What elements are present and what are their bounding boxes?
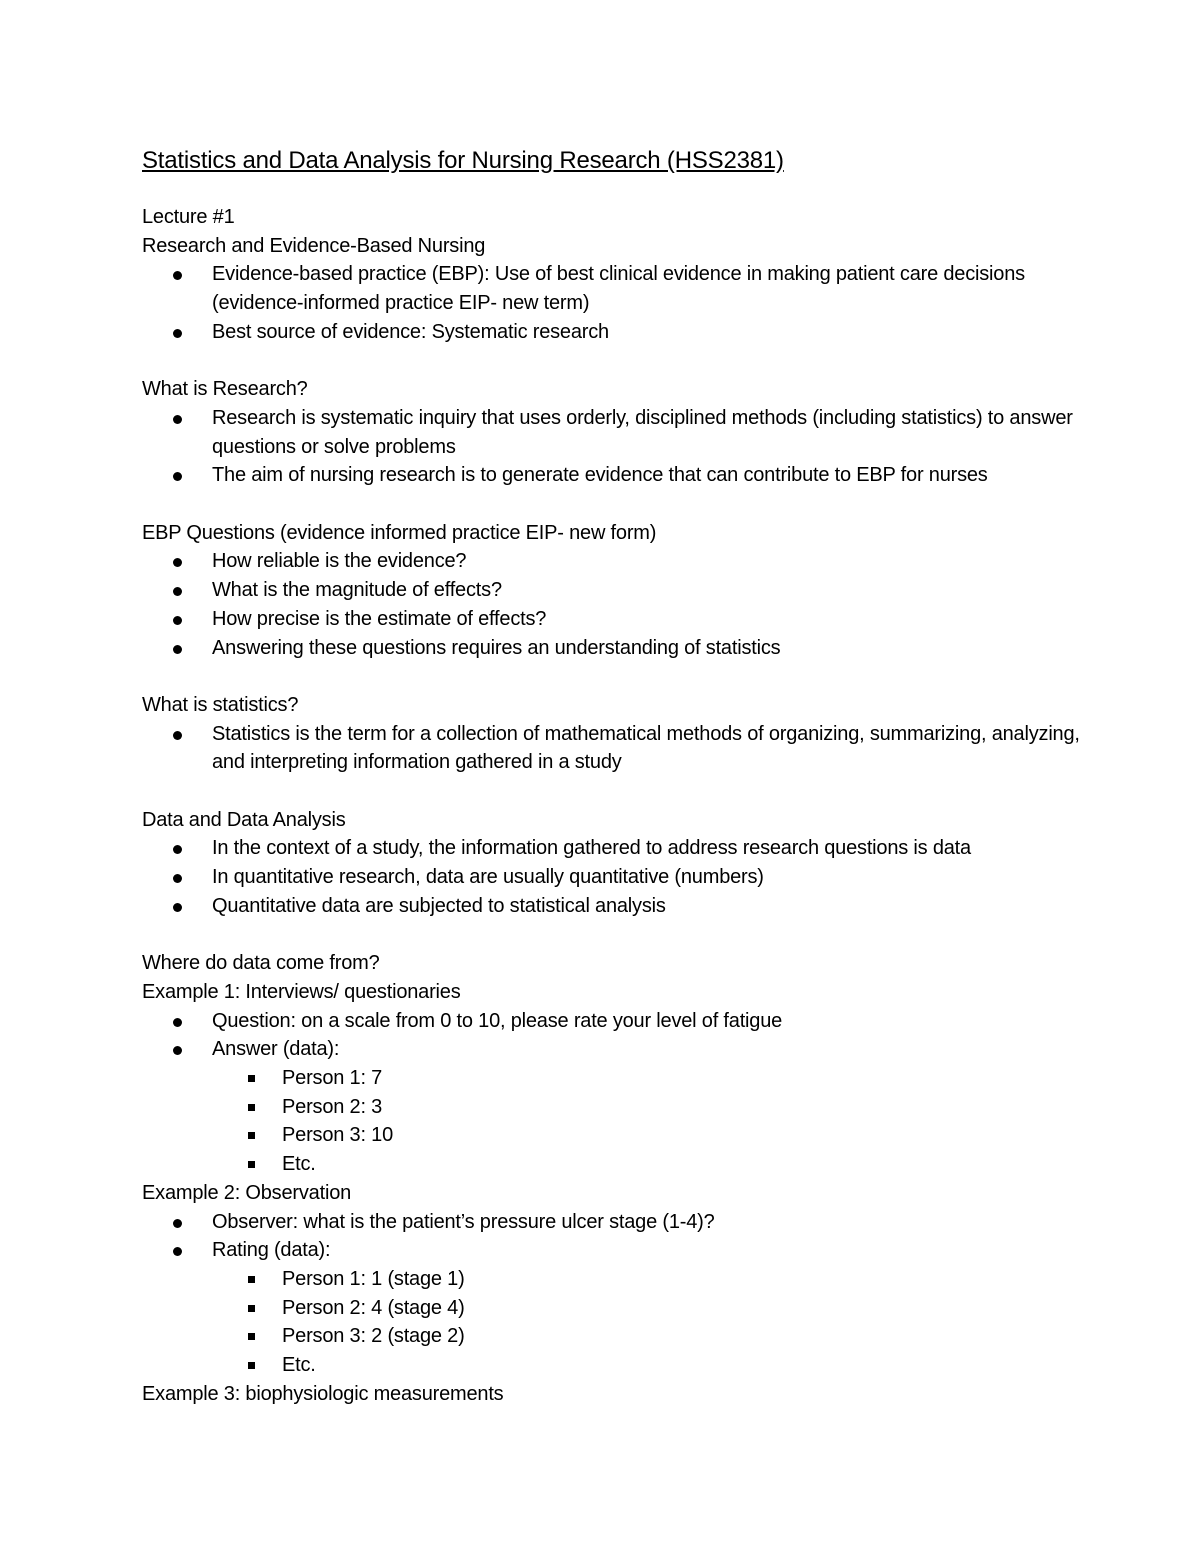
list-item: How precise is the estimate of effects?	[212, 605, 1102, 634]
section3-list	[142, 547, 1102, 662]
bullet-icon	[173, 645, 182, 654]
section-heading-what-is-research: What is Research?	[142, 378, 308, 401]
sublist-item: Etc.	[282, 1351, 1102, 1380]
sublist-item: Person 2: 4 (stage 4)	[282, 1294, 1102, 1323]
list-item: The aim of nursing research is to generate evidence that can contribute to EBP for nurses	[212, 461, 1102, 490]
bullet-icon	[173, 1018, 182, 1027]
section1-list	[142, 260, 1102, 346]
bullet-icon	[173, 903, 182, 912]
square-bullet-icon	[248, 1276, 255, 1283]
bullet-icon	[173, 1247, 182, 1256]
square-bullet-icon	[248, 1305, 255, 1312]
bullet-icon	[173, 271, 182, 280]
square-bullet-icon	[248, 1161, 255, 1168]
list-item: Answer (data): Person 1: 7 Person 2: 3 Person 3: 10 Etc.	[212, 1035, 1102, 1179]
list-item: In quantitative research, data are usually quantitative (numbers)	[212, 863, 1102, 892]
section-heading-research-ebn: Research and Evidence-Based Nursing	[142, 234, 486, 257]
bullet-icon	[173, 415, 182, 424]
bullet-icon	[173, 845, 182, 854]
section2-list	[142, 404, 1102, 490]
list-item: Quantitative data are subjected to statistical analysis	[212, 892, 1102, 921]
sublist-item: Person 3: 2 (stage 2)	[282, 1322, 1102, 1351]
list-item: Research is systematic inquiry that uses orderly, disciplined methods (including statistics) to answer questions or solve problems	[212, 404, 1102, 461]
list-item: Question: on a scale from 0 to 10, please rate your level of fatigue	[212, 1007, 1102, 1036]
list-item: In the context of a study, the information gathered to address research questions is data	[212, 834, 1102, 863]
sublist-item: Etc.	[282, 1150, 1102, 1179]
sublist-item: Person 2: 3	[282, 1093, 1102, 1122]
section-heading-where-data-come-from: Where do data come from?	[142, 952, 380, 975]
section-heading-ebp-questions: EBP Questions (evidence informed practice EIP- new form)	[142, 521, 657, 544]
bullet-icon	[173, 1219, 182, 1228]
bullet-icon	[173, 874, 182, 883]
bullet-icon	[173, 587, 182, 596]
sublist-item: Person 1: 1 (stage 1)	[282, 1265, 1102, 1294]
lecture-number: Lecture #1	[142, 206, 235, 228]
section-heading-what-is-statistics: What is statistics?	[142, 693, 299, 716]
bullet-icon	[173, 472, 182, 481]
bullet-icon	[173, 558, 182, 567]
document-page	[142, 145, 1102, 1408]
square-bullet-icon	[248, 1333, 255, 1340]
list-item: Observer: what is the patient’s pressure ulcer stage (1-4)?	[212, 1208, 1102, 1237]
example1-heading: Example 1: Interviews/ questionaries	[142, 980, 461, 1003]
sublist-item: Person 3: 10	[282, 1121, 1102, 1150]
bullet-icon	[173, 616, 182, 625]
example2-sublist	[212, 1265, 1102, 1380]
section5-list	[142, 834, 1102, 920]
list-item: Answering these questions requires an understanding of statistics	[212, 634, 1102, 663]
list-item: What is the magnitude of effects?	[212, 576, 1102, 605]
section4-list	[142, 720, 1102, 777]
square-bullet-icon	[248, 1362, 255, 1369]
example1-list	[142, 1007, 1102, 1179]
list-item: Evidence-based practice (EBP): Use of best clinical evidence in making patient care decisions (evidence-informed practice EIP- new term)	[212, 260, 1102, 317]
sublist-item: Person 1: 7	[282, 1064, 1102, 1093]
square-bullet-icon	[248, 1104, 255, 1111]
list-item: Statistics is the term for a collection of mathematical methods of organizing, summarizing, analyzing, and interpreting information gathered in a study	[212, 720, 1102, 777]
bullet-icon	[173, 1046, 182, 1055]
example1-sublist	[212, 1064, 1102, 1179]
list-item: Rating (data): Person 1: 1 (stage 1) Person 2: 4 (stage 4) Person 3: 2 (stage 2) Etc.	[212, 1236, 1102, 1380]
list-item: Best source of evidence: Systematic research	[212, 318, 1102, 347]
square-bullet-icon	[248, 1075, 255, 1082]
document-title: Statistics and Data Analysis for Nursing Research (HSS2381)	[142, 147, 784, 174]
bullet-icon	[173, 329, 182, 338]
example2-list	[142, 1208, 1102, 1380]
example3-heading: Example 3: biophysiologic measurements	[142, 1382, 504, 1405]
bullet-icon	[173, 731, 182, 740]
section-heading-data-analysis: Data and Data Analysis	[142, 808, 346, 831]
list-item: How reliable is the evidence?	[212, 547, 1102, 576]
example2-heading: Example 2: Observation	[142, 1181, 352, 1204]
square-bullet-icon	[248, 1132, 255, 1139]
